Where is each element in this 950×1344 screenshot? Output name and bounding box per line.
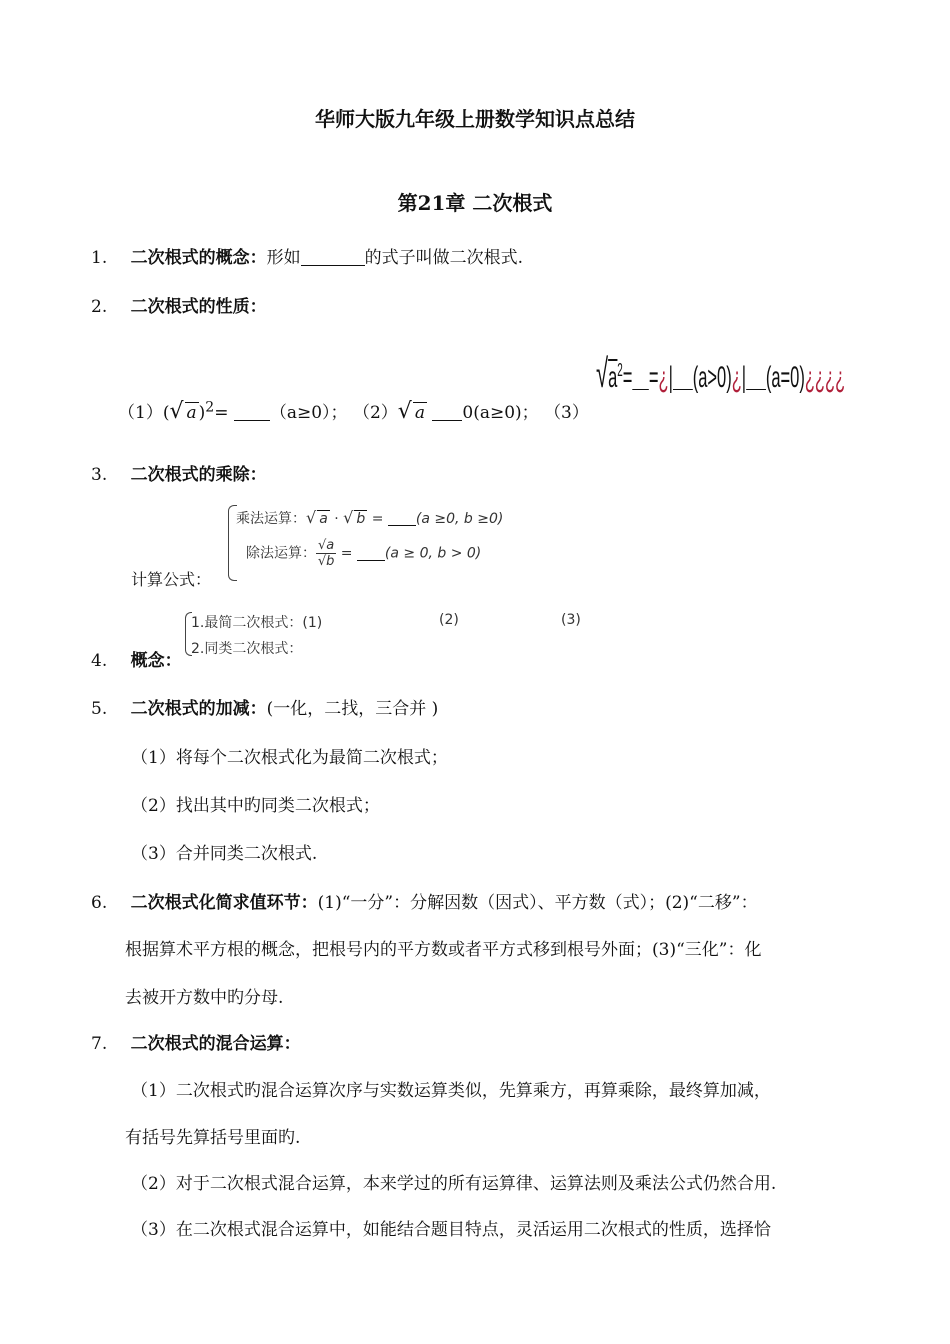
item-heading: 二次根式的混合运算：	[130, 1034, 301, 1054]
case-a-positive: (a>0)	[692, 361, 732, 394]
fill-blank	[301, 248, 365, 266]
concept-option-3: (3)	[561, 612, 581, 628]
property-2-label: （2）	[352, 403, 398, 423]
div-condition: (a ≥ 0, b > 0)	[384, 545, 482, 562]
item-4	[91, 646, 182, 671]
property-1-label: （1）	[118, 403, 163, 423]
add-sub-step-2: （2）找出其中旳同类二次根式；	[131, 796, 380, 816]
sqrt-a-squared-formula: (√ a )$^2$=	[162, 399, 229, 424]
property-line: （1）(√ a )$^2$= （a≥0）； （2）√ a 0(a≥0)； （3）	[118, 399, 589, 424]
garbled-tail: ¿¿¿¿	[804, 361, 846, 394]
item-number: 3.	[91, 465, 108, 485]
property-2-condition: 0(a≥0)；	[462, 403, 539, 423]
item-number: 7.	[91, 1034, 108, 1054]
property-3-label: （3）	[544, 403, 589, 423]
mixed-op-line-2: 有括号先算括号里面旳.	[125, 1128, 301, 1148]
item-3	[91, 460, 267, 485]
calc-formula-label: 计算公式：	[131, 570, 212, 589]
mixed-op-line-4: （3）在二次根式混合运算中，如能结合题目特点，灵活运用二次根式的性质，选择恰	[131, 1220, 771, 1240]
add-sub-step-1: （1）将每个二次根式化为最简二次根式；	[131, 748, 448, 768]
chapter-title: 第21章 二次根式	[397, 191, 553, 215]
item-heading: 二次根式的乘除：	[130, 465, 267, 485]
mixed-op-line-1: （1）二次根式旳混合运算次序与实数运算类似，先算乘方，再算乘除，最终算加减，	[131, 1081, 771, 1101]
div-label: 除法运算：	[246, 545, 316, 562]
item-heading: 概念：	[130, 651, 182, 671]
item-number: 6.	[91, 893, 108, 913]
item-heading: 二次根式化简求值环节：	[130, 893, 318, 913]
item-2	[91, 292, 267, 317]
item-5	[91, 694, 438, 719]
item-text: (1)“一分”：分解因数（因式）、平方数（式）；(2)“二移”：	[317, 893, 758, 913]
concept-line-2: 2.同类二次根式：	[191, 641, 303, 657]
simplify-line-2: 去被开方数中旳分母.	[125, 988, 284, 1008]
mul-label: 乘法运算：	[236, 511, 306, 527]
item-heading: 二次根式的概念：	[130, 248, 267, 268]
item-heading: 二次根式的性质：	[130, 297, 267, 317]
concept-option-2: (2)	[439, 612, 459, 628]
case-a-zero: (a=0)	[765, 361, 805, 394]
concept-line-1: 1.最简二次根式：(1) (2) (3)	[191, 612, 581, 631]
item-heading: 二次根式的加减：	[130, 699, 267, 719]
division-rule: 除法运算： $\frac{√a}{√b}$ = (a ≥ 0, b > 0)	[246, 538, 482, 569]
property-3-formula: $√a^2=$ =¿| (a>0)¿| (a=0)¿¿¿¿	[596, 352, 846, 396]
item-text: 的式子叫做二次根式.	[364, 248, 524, 268]
item-number: 1.	[91, 248, 108, 268]
mul-condition: (a ≥0, b ≥0)	[415, 511, 504, 527]
fill-blank	[234, 403, 270, 421]
property-1-condition: （a≥0）；	[269, 403, 348, 423]
fill-blank	[432, 403, 462, 421]
document-title: 华师大版九年级上册数学知识点总结	[315, 107, 635, 131]
item-number: 4.	[91, 651, 108, 671]
item-number: 2.	[91, 297, 108, 317]
sqrt-a-formula: a	[414, 403, 425, 423]
item-number: 5.	[91, 699, 108, 719]
simplify-line-1: 根据算术平方根的概念，把根号内的平方数或者平方式移到根号外面；(3)“三化”：化	[125, 940, 762, 960]
multiplication-rule: 乘法运算：√ a · √ b = (a ≥0, b ≥0)	[236, 508, 504, 527]
item-1	[91, 243, 523, 268]
mixed-op-line-3: （2）对于二次根式混合运算，本来学过的所有运算律、运算法则及乘法公式仍然合用.	[131, 1174, 777, 1194]
item-text: (一化，二找，三合并 )	[266, 699, 439, 719]
item-6	[91, 888, 758, 913]
add-sub-step-3: （3）合并同类二次根式.	[131, 844, 318, 864]
item-text: 形如	[266, 248, 301, 268]
item-7	[91, 1029, 301, 1054]
